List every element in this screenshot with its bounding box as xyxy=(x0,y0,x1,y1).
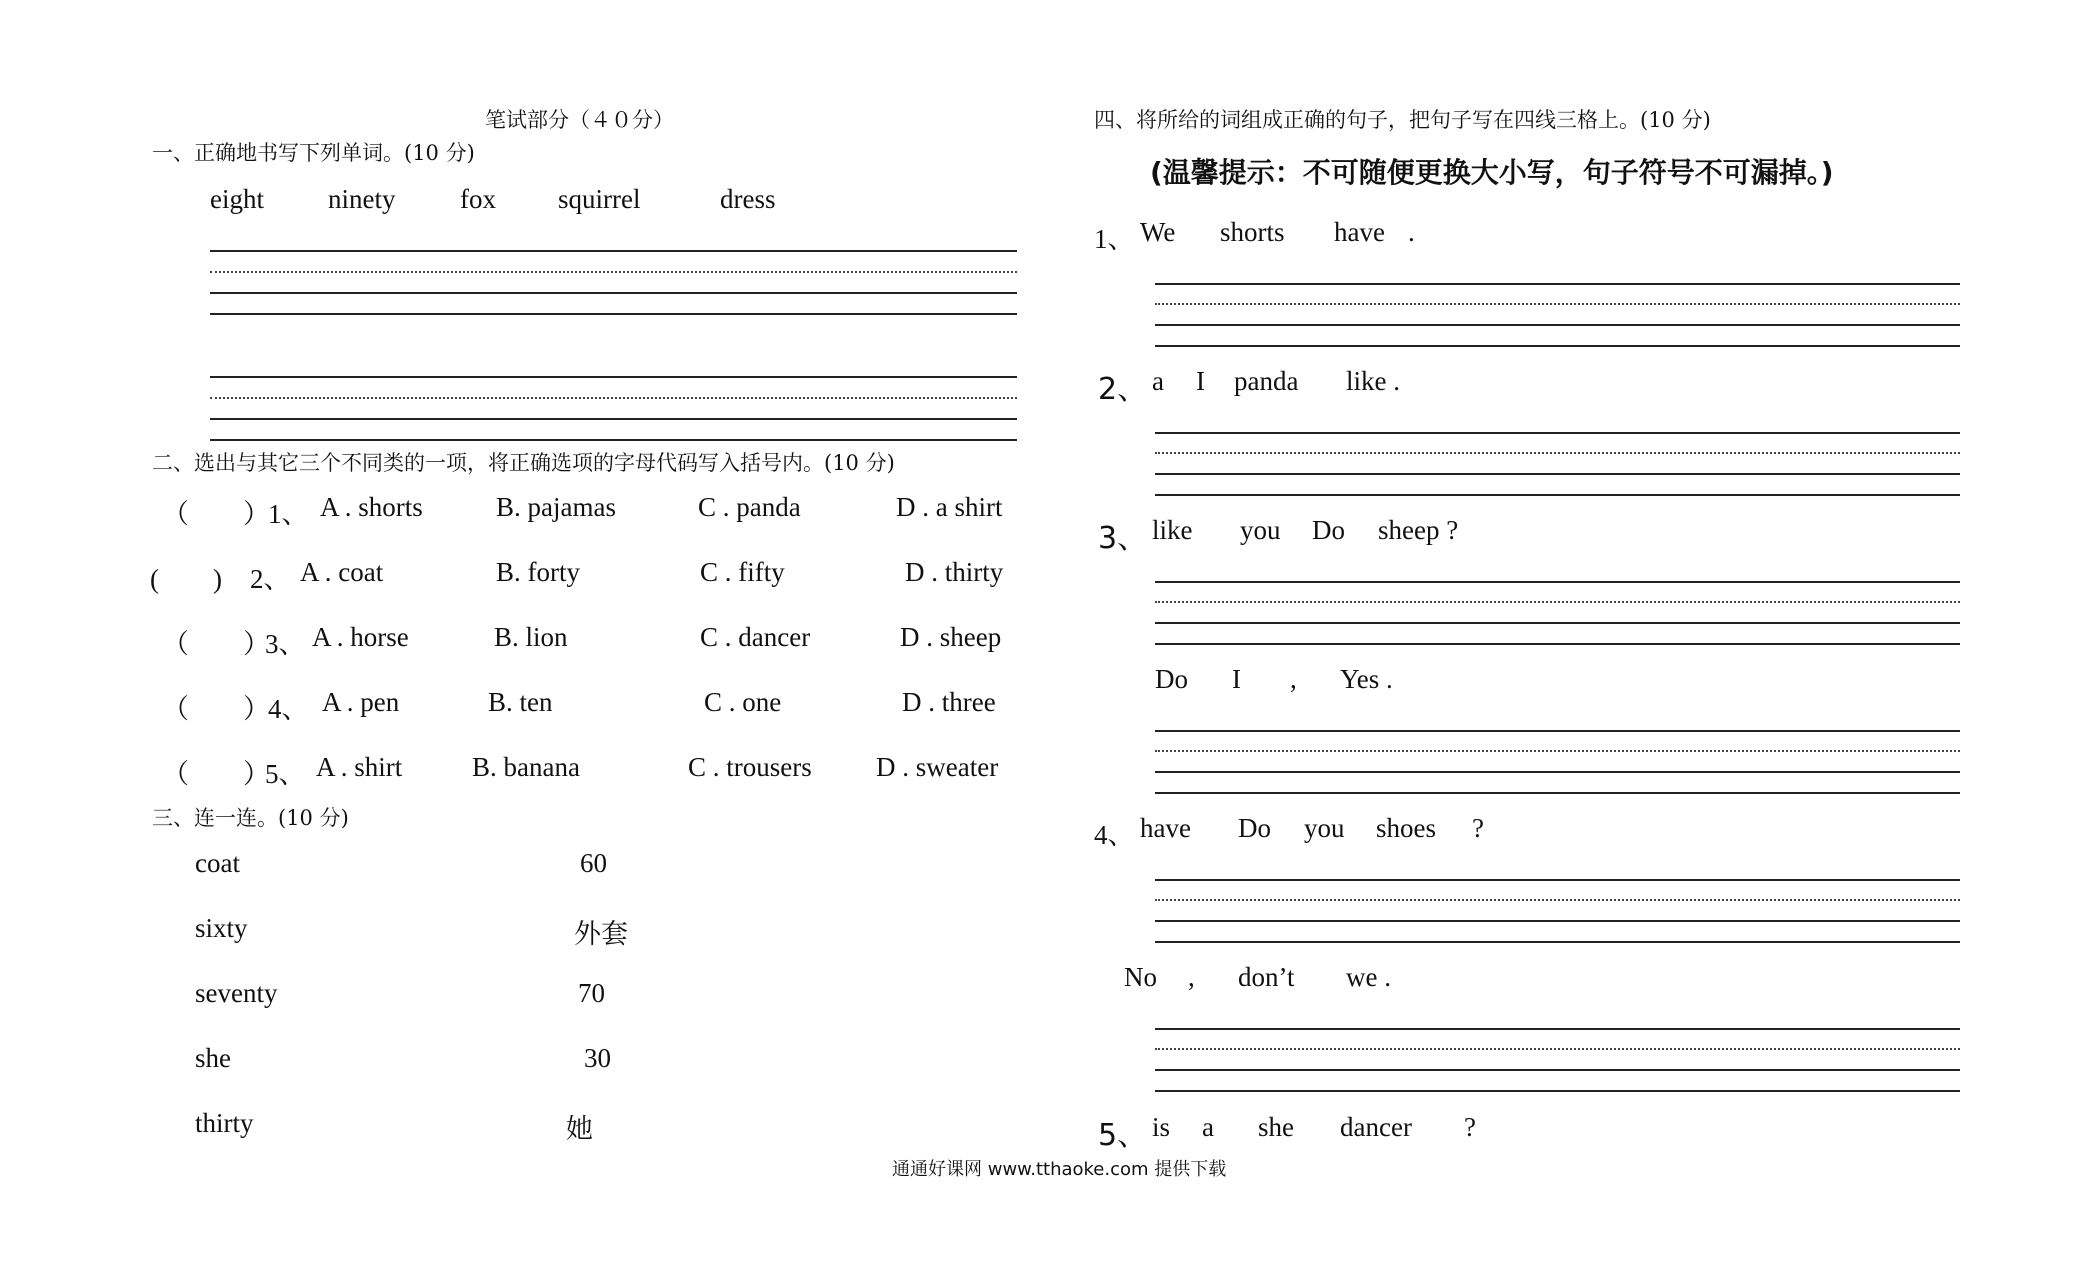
question-number: 3、 xyxy=(1098,521,1148,556)
word-chip: a xyxy=(1152,366,1164,396)
match-item[interactable]: thirty xyxy=(195,1108,254,1138)
section-title: 笔试部分（４０分） xyxy=(485,108,674,132)
word-chip: We xyxy=(1140,217,1176,247)
word-chip: shoes xyxy=(1376,813,1436,843)
match-item[interactable]: seventy xyxy=(195,978,278,1008)
writing-lines[interactable] xyxy=(1155,879,1960,944)
match-item[interactable]: 60 xyxy=(580,848,607,878)
word-chip: Yes . xyxy=(1340,664,1393,694)
match-item[interactable]: coat xyxy=(195,848,240,878)
match-item[interactable]: she xyxy=(195,1043,231,1073)
writing-lines[interactable] xyxy=(210,250,1017,320)
footer-credit: 通通好课网 www.tthaoke.com 提供下载 xyxy=(892,1159,1227,1180)
word-item: ninety xyxy=(328,184,396,214)
word-item: dress xyxy=(720,184,776,214)
option-a: A . shorts xyxy=(320,492,423,522)
word-item: eight xyxy=(210,184,264,214)
word-chip: ? xyxy=(1472,813,1484,843)
tip-text: (温馨提示：不可随便更换大小写，句子符号不可漏掉。) xyxy=(1150,156,1834,189)
section-4-heading: 四、将所给的词组成正确的句子，把句子写在四线三格上。(10 分) xyxy=(1094,108,1711,132)
word-chip: shorts xyxy=(1220,217,1285,247)
option-c: C . trousers xyxy=(688,752,812,782)
answer-bracket[interactable]: （ ） xyxy=(162,629,270,659)
question-number: 5、 xyxy=(1098,1118,1148,1153)
answer-bracket[interactable]: （ ） xyxy=(162,694,270,724)
writing-lines[interactable] xyxy=(210,376,1017,446)
option-b: B. lion xyxy=(494,622,568,652)
option-a: A . horse xyxy=(312,622,409,652)
question-number: 2、 xyxy=(1098,372,1148,407)
writing-lines[interactable] xyxy=(1155,581,1960,646)
word-chip: like . xyxy=(1346,366,1400,396)
answer-bracket[interactable]: ( ) xyxy=(150,564,222,594)
word-chip: sheep ? xyxy=(1378,515,1459,545)
match-item[interactable]: 她 xyxy=(566,1114,593,1144)
word-chip: panda xyxy=(1234,366,1299,396)
option-a: A . coat xyxy=(300,557,384,587)
word-chip: don’t xyxy=(1238,962,1295,992)
option-d: D . sheep xyxy=(900,622,1002,652)
word-chip: you xyxy=(1240,515,1281,545)
word-chip: ? xyxy=(1464,1112,1476,1142)
writing-lines[interactable] xyxy=(1155,1028,1960,1093)
word-chip: . xyxy=(1408,217,1415,247)
option-d: D . a shirt xyxy=(896,492,1003,522)
option-b: B. forty xyxy=(496,557,580,587)
word-chip: I xyxy=(1196,366,1205,396)
section-3-heading: 三、连一连。(10 分) xyxy=(152,806,349,830)
word-chip: No xyxy=(1124,962,1157,992)
section-2-heading: 二、选出与其它三个不同类的一项，将正确选项的字母代码写入括号内。(10 分) xyxy=(152,451,895,475)
word-item: fox xyxy=(460,184,496,214)
option-c: C . one xyxy=(704,687,782,717)
word-chip: is xyxy=(1152,1112,1171,1142)
writing-lines[interactable] xyxy=(1155,432,1960,497)
word-chip: Do xyxy=(1238,813,1271,843)
writing-lines[interactable] xyxy=(1155,283,1960,348)
option-b: B. banana xyxy=(472,752,580,782)
option-a: A . pen xyxy=(322,687,400,717)
question-number: 3、 xyxy=(265,629,306,659)
match-item[interactable]: 30 xyxy=(584,1043,611,1073)
option-a: A . shirt xyxy=(316,752,403,782)
option-b: B. ten xyxy=(488,687,553,717)
question-number: 5、 xyxy=(265,759,306,789)
word-chip: like xyxy=(1152,515,1193,545)
option-d: D . sweater xyxy=(876,752,999,782)
word-chip: we . xyxy=(1346,962,1391,992)
answer-bracket[interactable]: （ ） xyxy=(162,759,270,789)
word-chip: she xyxy=(1258,1112,1294,1142)
writing-lines[interactable] xyxy=(1155,730,1960,795)
match-item[interactable]: sixty xyxy=(195,913,248,943)
word-chip: , xyxy=(1188,962,1195,992)
word-chip: I xyxy=(1232,664,1241,694)
option-d: D . thirty xyxy=(905,557,1004,587)
word-chip: you xyxy=(1304,813,1345,843)
question-number: 1、 xyxy=(268,499,309,529)
word-chip: dancer xyxy=(1340,1112,1412,1142)
word-item: squirrel xyxy=(558,184,641,214)
word-chip: Do xyxy=(1155,664,1188,694)
section-1-heading: 一、正确地书写下列单词。(10 分) xyxy=(152,141,475,165)
question-number: 1、 xyxy=(1094,224,1135,254)
option-c: C . panda xyxy=(698,492,801,522)
word-chip: have xyxy=(1140,813,1191,843)
word-chip: a xyxy=(1202,1112,1214,1142)
question-number: 4、 xyxy=(1094,820,1135,850)
word-chip: , xyxy=(1290,664,1297,694)
question-number: 2、 xyxy=(250,564,291,594)
option-b: B. pajamas xyxy=(496,492,616,522)
question-number: 4、 xyxy=(268,694,309,724)
match-item[interactable]: 外套 xyxy=(574,919,628,949)
option-c: C . dancer xyxy=(700,622,811,652)
option-c: C . fifty xyxy=(700,557,785,587)
answer-bracket[interactable]: （ ） xyxy=(162,499,270,529)
word-chip: have xyxy=(1334,217,1385,247)
match-item[interactable]: 70 xyxy=(578,978,605,1008)
word-chip: Do xyxy=(1312,515,1345,545)
option-d: D . three xyxy=(902,687,996,717)
